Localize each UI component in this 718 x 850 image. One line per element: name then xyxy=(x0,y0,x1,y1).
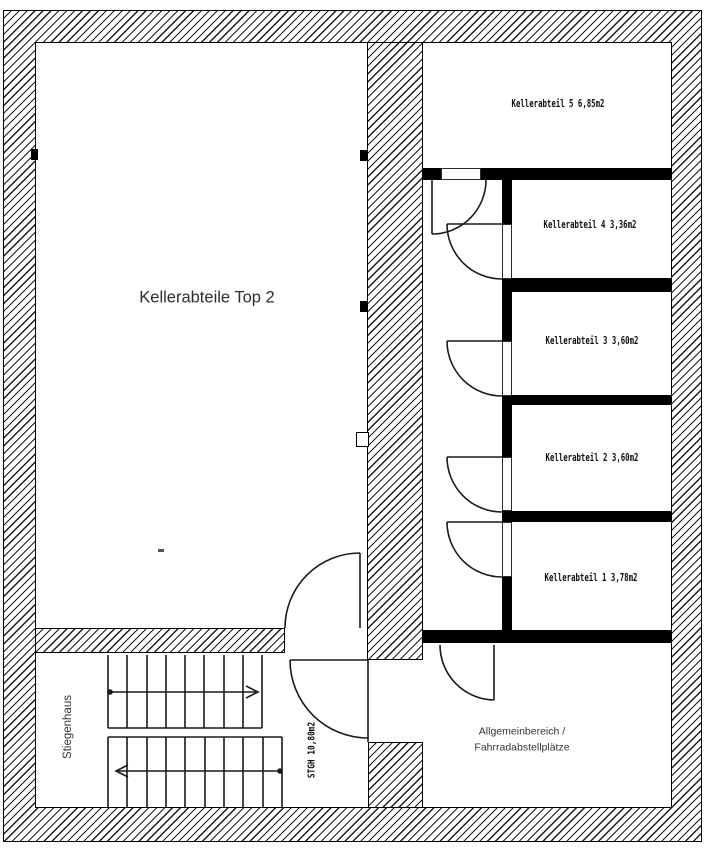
wall-comp4-comp3 xyxy=(502,278,672,292)
comp1-label: Kellerabteil 1 3,78m2 xyxy=(544,572,638,584)
common-area-label-line2: Fahrradabstellplätze xyxy=(474,741,570,753)
common-area-label-line1: Allgemeinbereich / xyxy=(478,725,566,738)
common-area-label xyxy=(412,725,632,756)
door-opening-comp5 xyxy=(441,168,481,180)
wall-tick-mid-upper xyxy=(360,150,368,161)
wall-corridor-bottom xyxy=(423,630,672,643)
comp3-label: Kellerabteil 3 3,60m2 xyxy=(545,335,639,347)
wall-main-room-right xyxy=(367,42,423,660)
wall-corridor-seg4 xyxy=(502,577,512,630)
wall-comp3-comp2 xyxy=(502,395,672,405)
comp2-label: Kellerabteil 2 3,60m2 xyxy=(545,452,639,464)
door-opening-comp2 xyxy=(502,457,512,511)
door-opening-comp3 xyxy=(502,341,512,396)
wall-comp5-bottom-left xyxy=(423,168,441,180)
stairwell-label: Stiegenhaus xyxy=(62,695,74,759)
door-opening-comp1 xyxy=(502,522,512,577)
comp4-label: Kellerabteil 4 3,36m2 xyxy=(543,219,637,231)
door-opening-comp4 xyxy=(502,224,512,279)
wall-comp5-bottom-right xyxy=(481,168,672,180)
main-room-label: Kellerabteile Top 2 xyxy=(139,288,275,307)
wall-notch-mid-lower xyxy=(356,432,369,447)
wall-corridor-seg1 xyxy=(502,180,512,224)
wall-tick-left xyxy=(31,149,38,160)
plan-interior xyxy=(35,42,672,808)
wall-tick-mid-middle xyxy=(360,301,368,312)
wall-comp2-comp1 xyxy=(502,511,672,522)
stray-mark xyxy=(158,549,164,552)
wall-corridor-seg3 xyxy=(502,396,512,457)
comp5-label: Kellerabteil 5 6,85m2 xyxy=(511,98,605,110)
stairwell-area-label: STGH 10,80m2 xyxy=(306,721,318,779)
wall-corridor-seg2 xyxy=(502,279,512,341)
wall-main-room-bottom xyxy=(35,628,285,653)
